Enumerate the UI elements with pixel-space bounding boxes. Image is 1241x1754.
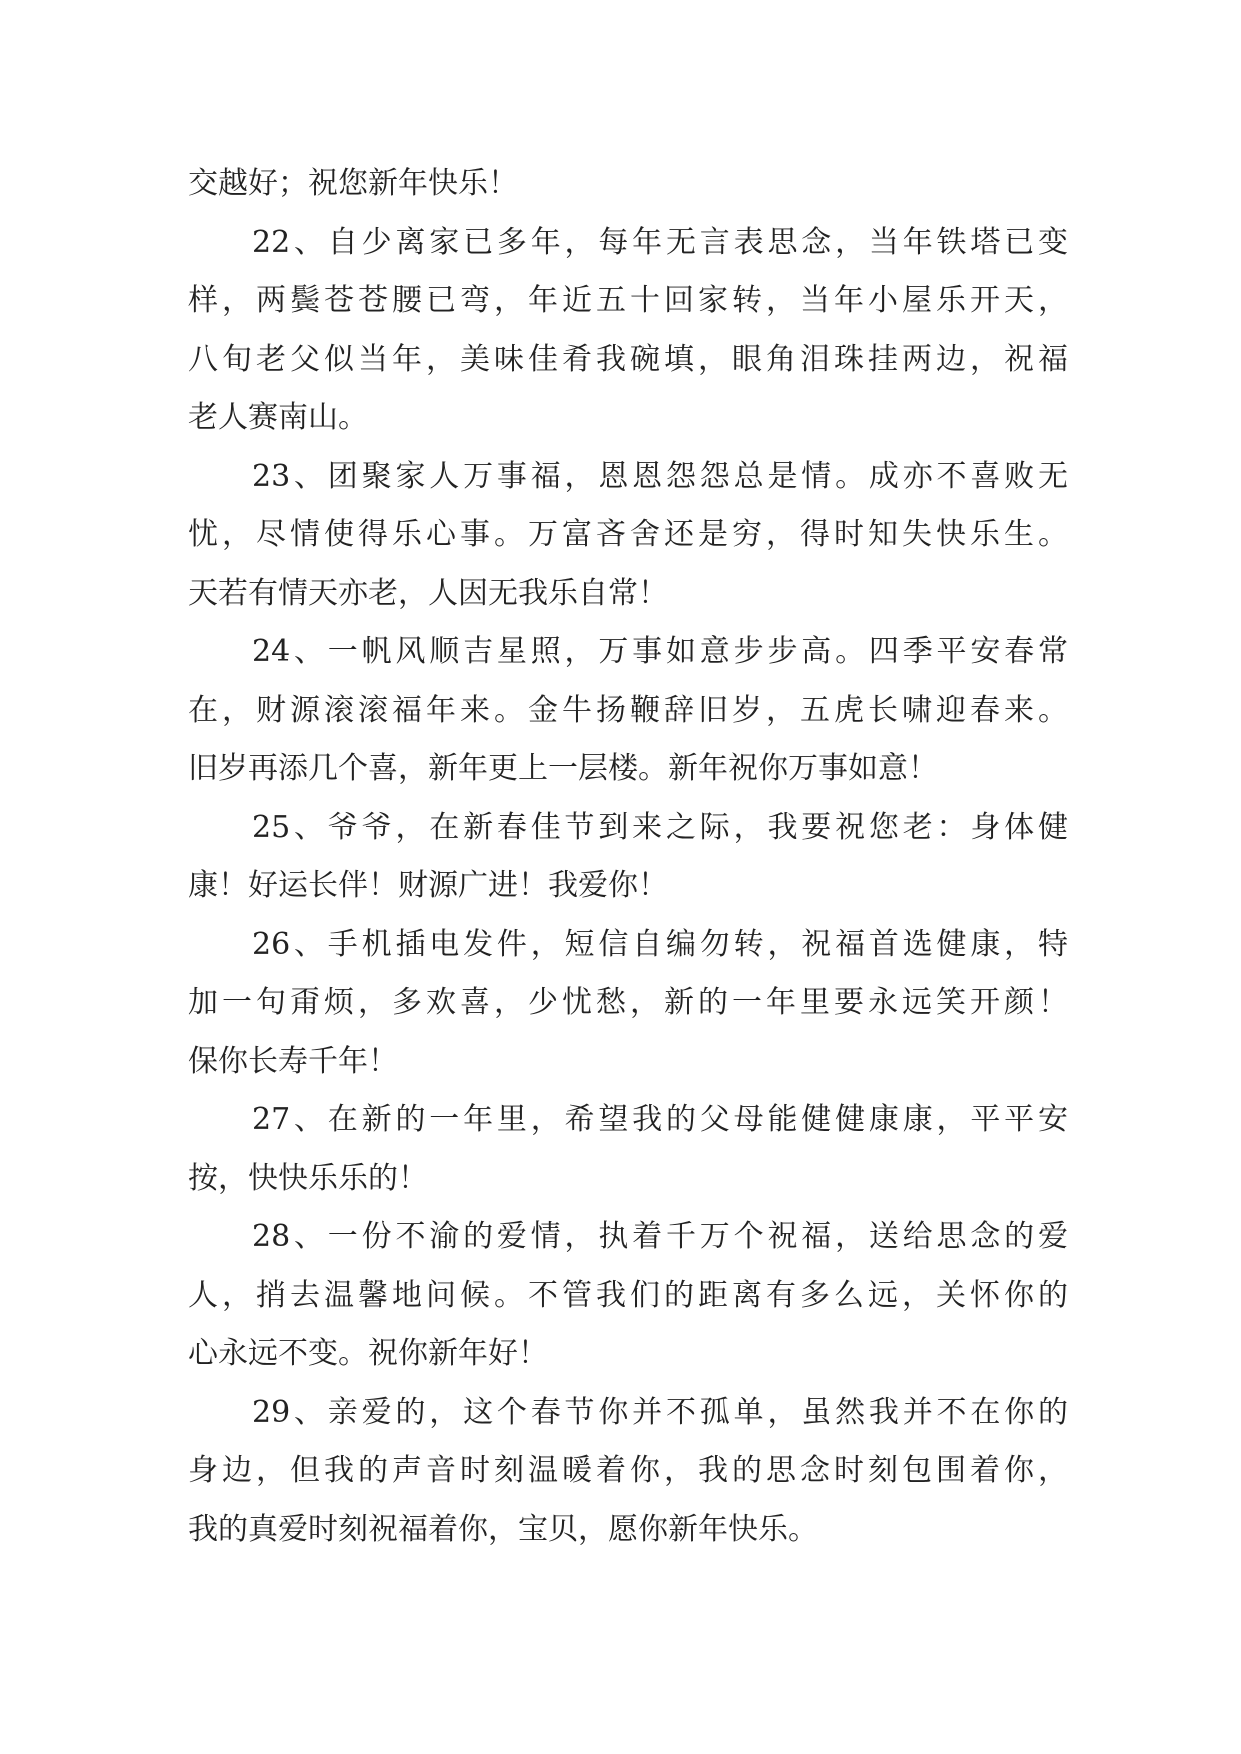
text-line: 保你长寿千年！ (188, 1043, 398, 1079)
text-line: 在，财源滚滚福年来。金牛扬鞭辞旧岁，五虎长啸迎春来。 (188, 692, 1068, 728)
text-line: 身边，但我的声音时刻温暖着你，我的思念时刻包围着你， (188, 1453, 1068, 1488)
text-line: 老人赛南山。 (188, 400, 368, 435)
paragraph-27 (188, 1091, 1068, 1208)
text-line: 旧岁再添几个喜，新年更上一层楼。新年祝你万事如意！ (188, 751, 938, 786)
text-line: 人，捎去温馨地问候。不管我们的距离有多么远，关怀你的 (188, 1277, 1068, 1313)
paragraph-28 (188, 1208, 1068, 1384)
text-line: 心永远不变。祝你新年好！ (188, 1336, 548, 1371)
paragraph-29 (188, 1384, 1068, 1560)
text-line: 按，快快乐乐的！ (188, 1160, 428, 1196)
text-line: 八旬老父似当年，美味佳肴我碗填，眼角泪珠挂两边，祝福 (188, 341, 1068, 377)
text-line: 加一句甭烦，多欢喜，少忧愁，新的一年里要永远笑开颜！ (188, 985, 1068, 1020)
text-line: 23、团聚家人万事福，恩恩怨怨总是情。成亦不喜败无 (252, 458, 1068, 494)
text-line: 27、在新的一年里，希望我的父母能健健康康，平平安 (252, 1102, 1068, 1137)
text-line: 康！好运长伴！财源广进！我爱你！ (188, 868, 668, 903)
paragraph-26 (188, 916, 1068, 1092)
paragraph-22 (188, 214, 1068, 448)
text-line: 天若有情天亦老，人因无我乐自常！ (188, 575, 668, 611)
text-line: 25、爷爷，在新春佳节到来之际，我要祝您老：身体健 (252, 809, 1068, 845)
text-line: 样，两鬓苍苍腰已弯，年近五十回家转，当年小屋乐开天， (188, 283, 1068, 318)
text-line: 29、亲爱的，这个春节你并不孤单，虽然我并不在你的 (252, 1394, 1068, 1430)
text-line: 交越好；祝您新年快乐！ (188, 166, 518, 201)
text-line: 24、一帆风顺吉星照，万事如意步步高。四季平安春常 (252, 634, 1068, 669)
text-line: 26、手机插电发件，短信自编勿转，祝福首选健康，特 (252, 926, 1068, 962)
text-line: 我的真爱时刻祝福着你，宝贝，愿你新年快乐。 (188, 1511, 818, 1547)
paragraph-23 (188, 448, 1068, 624)
text-line: 28、一份不渝的爱情，执着千万个祝福，送给思念的爱 (252, 1219, 1068, 1254)
paragraph-24 (188, 623, 1068, 799)
paragraph-25 (188, 799, 1068, 916)
paragraph-continuation (188, 155, 1068, 214)
document-page (188, 155, 1068, 1559)
text-line: 22、自少离家已多年，每年无言表思念，当年铁塔已变 (252, 224, 1068, 260)
text-line: 忧，尽情使得乐心事。万富吝舍还是穷，得时知失快乐生。 (188, 517, 1068, 552)
